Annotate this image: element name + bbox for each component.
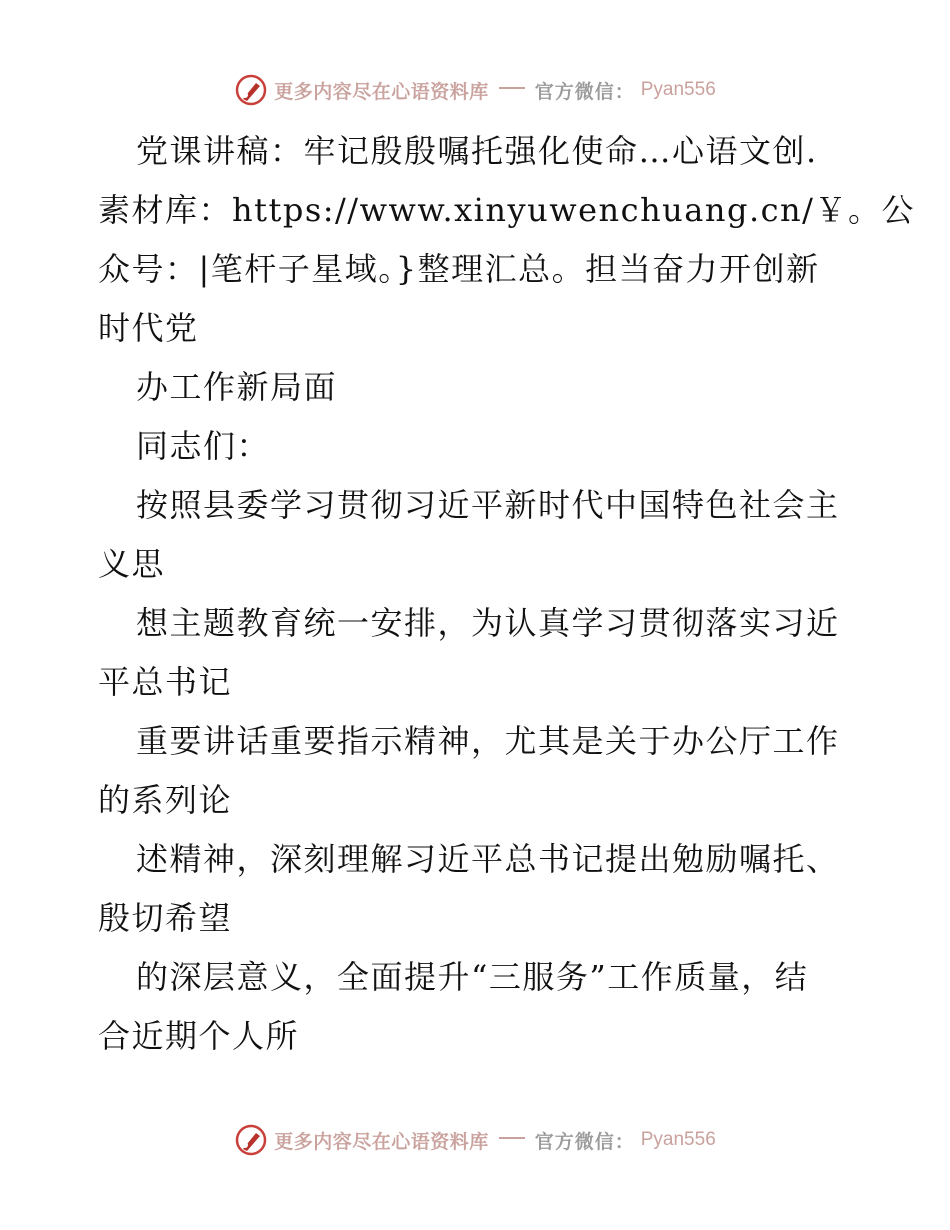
watermark-wechat-id: Pyan556 (640, 79, 716, 100)
watermark-wechat-label: 官方微信： (534, 1130, 635, 1153)
text-line: 义思 (98, 545, 166, 583)
watermark-site-text: 更多内容尽在心语资料库 (274, 80, 489, 103)
text-line: 办工作新局面 (136, 368, 338, 406)
footer-watermark (0, 1120, 950, 1160)
pen-logo-icon (234, 1123, 268, 1157)
text-line: 素材库：https://www.xinyuwenchuang.cn/￥。公 (98, 191, 915, 229)
text-line: 合近期个人所 (98, 1017, 300, 1055)
watermark-wechat-label: 官方微信： (534, 80, 635, 103)
text-line: 的系列论 (98, 781, 233, 819)
text-line: 按照县委学习贯彻习近平新时代中国特色社会主 (136, 486, 840, 524)
text-line: 同志们： (136, 427, 271, 465)
text-line: 殷切希望 (98, 899, 233, 937)
watermark-dash (499, 1137, 525, 1139)
text-line: 时代党 (98, 309, 199, 347)
watermark-dash (499, 87, 525, 89)
text-line: 述精神，深刻理解习近平总书记提出勉励嘱托、 (136, 840, 840, 878)
text-line: 的深层意义，全面提升“三服务”工作质量，结 (136, 958, 809, 996)
text-line: 想主题教育统一安排，为认真学习贯彻落实习近 (136, 604, 840, 642)
watermark-wechat-id: Pyan556 (640, 1129, 716, 1150)
watermark-site-text: 更多内容尽在心语资料库 (274, 1130, 489, 1153)
document-body (98, 122, 915, 1066)
pen-logo-icon (234, 73, 268, 107)
header-watermark (0, 70, 950, 110)
text-line: 平总书记 (98, 663, 233, 701)
text-line: 党课讲稿：牢记殷殷嘱托强化使命…心语文创. (136, 132, 818, 170)
text-line: 重要讲话重要指示精神，尤其是关于办公厅工作 (136, 722, 840, 760)
text-line: 众号：|笔杆子星域。}整理汇总。担当奋力开创新 (98, 250, 820, 288)
